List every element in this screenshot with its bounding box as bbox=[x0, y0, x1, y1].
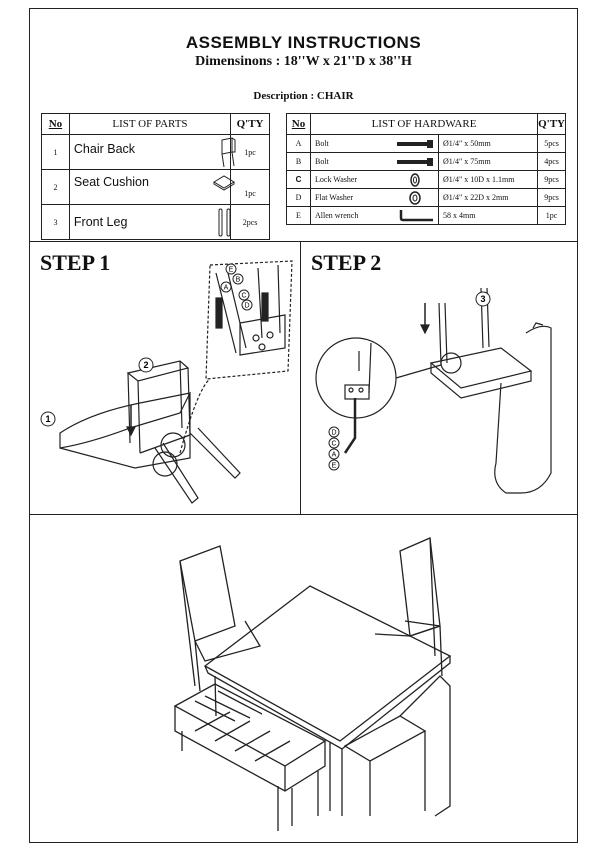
step1-callout-1: 1 bbox=[45, 414, 51, 424]
step2-detail-letter-D: D bbox=[331, 429, 337, 437]
hardware-qty: 1pc bbox=[538, 207, 566, 225]
bolt-icon bbox=[397, 139, 437, 149]
part-name: Chair Back bbox=[73, 141, 136, 156]
part-qty: 1pc bbox=[231, 170, 270, 205]
part-name: Seat Cushion bbox=[73, 174, 149, 189]
part-qty: 2pcs bbox=[231, 205, 270, 240]
hardware-cell bbox=[311, 207, 439, 225]
instruction-sheet bbox=[29, 8, 578, 843]
front-leg-icon bbox=[215, 208, 235, 238]
hardware-cell bbox=[311, 153, 439, 171]
step2-detail-letter-C: C bbox=[331, 440, 337, 448]
step1-detail-letter-D: D bbox=[244, 302, 250, 310]
table-row bbox=[287, 189, 566, 207]
part-cell bbox=[69, 170, 230, 205]
table-row bbox=[42, 205, 270, 240]
hardware-cell bbox=[311, 135, 439, 153]
table-row bbox=[42, 170, 270, 205]
lock-washer-icon bbox=[409, 173, 421, 187]
hardware-size: Ø1/4" x 50mm bbox=[439, 135, 538, 153]
part-name: Front Leg bbox=[73, 214, 128, 229]
flat-washer-icon bbox=[409, 191, 421, 205]
table-row bbox=[42, 135, 270, 170]
hardware-qty: 4pcs bbox=[538, 153, 566, 171]
step2-detail-letter-E: E bbox=[331, 462, 337, 470]
parts-header-name: LIST OF PARTS bbox=[69, 114, 230, 135]
divider bbox=[30, 241, 577, 242]
hardware-size: Ø1/4" x 10D x 1.1mm bbox=[439, 171, 538, 189]
hardware-name: Allen wrench bbox=[315, 210, 359, 220]
hardware-header-no: No bbox=[287, 114, 311, 135]
hardware-no: D bbox=[287, 189, 311, 207]
chair-back-icon bbox=[218, 138, 238, 168]
parts-header-no: No bbox=[42, 114, 70, 135]
part-qty: 1pc bbox=[231, 135, 270, 170]
hardware-name: Bolt bbox=[315, 138, 329, 148]
step1-detail-letter-E: E bbox=[228, 266, 234, 274]
hardware-header-name: LIST OF HARDWARE bbox=[311, 114, 538, 135]
hardware-qty: 9pcs bbox=[538, 171, 566, 189]
dimensions-line: Dimensinons : 18''W x 21''D x 38''H bbox=[195, 54, 412, 69]
step2-label: STEP 2 bbox=[311, 250, 382, 275]
parts-header-qty: Q'TY bbox=[231, 114, 270, 135]
step1-detail-letter-A: A bbox=[223, 284, 229, 292]
hardware-name: Bolt bbox=[315, 156, 329, 166]
step1-illustration bbox=[30, 243, 300, 513]
hardware-qty: 5pcs bbox=[538, 135, 566, 153]
dining-set-illustration bbox=[30, 516, 579, 846]
part-cell bbox=[69, 205, 230, 240]
hardware-no: E bbox=[287, 207, 311, 225]
page-title: ASSEMBLY INSTRUCTIONS bbox=[185, 33, 422, 52]
hardware-size: 58 x 4mm bbox=[439, 207, 538, 225]
hardware-size: Ø1/4" x 22D x 2mm bbox=[439, 189, 538, 207]
part-no: 3 bbox=[42, 205, 70, 240]
allen-wrench-icon bbox=[397, 208, 437, 224]
description-line: Description : CHAIR bbox=[253, 90, 354, 102]
step1-detail-letter-B: B bbox=[235, 276, 241, 284]
hardware-name: Lock Washer bbox=[315, 174, 358, 184]
step1-callout-2: 2 bbox=[143, 360, 149, 370]
hardware-qty: 9pcs bbox=[538, 189, 566, 207]
hardware-header-qty: Q'TY bbox=[538, 114, 566, 135]
hardware-no: C bbox=[287, 171, 311, 189]
part-no: 1 bbox=[42, 135, 70, 170]
step1-detail-letter-C: C bbox=[241, 292, 247, 300]
table-row bbox=[287, 207, 566, 225]
part-no: 2 bbox=[42, 170, 70, 205]
step2-detail-letter-A: A bbox=[331, 451, 337, 459]
divider bbox=[30, 514, 577, 515]
hardware-size: Ø1/4" x 75mm bbox=[439, 153, 538, 171]
hardware-no: B bbox=[287, 153, 311, 171]
hardware-cell bbox=[311, 171, 439, 189]
step2-illustration bbox=[301, 243, 579, 513]
hardware-no: A bbox=[287, 135, 311, 153]
step1-label: STEP 1 bbox=[40, 250, 111, 275]
hardware-table bbox=[286, 113, 566, 225]
table-row bbox=[287, 171, 566, 189]
part-cell bbox=[69, 135, 230, 170]
table-row bbox=[287, 153, 566, 171]
hardware-name: Flat Washer bbox=[315, 192, 354, 202]
bolt-icon bbox=[397, 157, 437, 167]
parts-table bbox=[41, 113, 270, 240]
seat-cushion-icon bbox=[212, 173, 236, 191]
step2-callout-3: 3 bbox=[480, 294, 486, 304]
table-row bbox=[287, 135, 566, 153]
hardware-cell bbox=[311, 189, 439, 207]
